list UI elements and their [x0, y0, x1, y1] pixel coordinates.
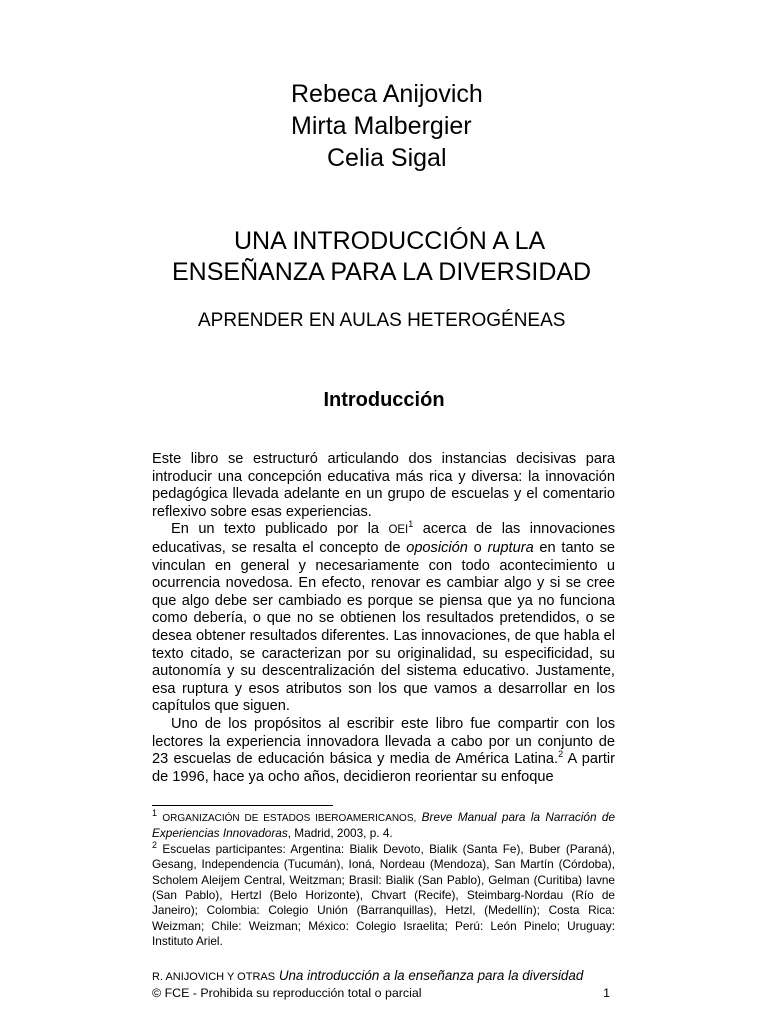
paragraph-text: o — [467, 539, 488, 556]
author-name: Celia Sigal — [327, 144, 447, 172]
footnote-ref[interactable]: 2 — [558, 749, 564, 760]
paragraph-text: A partir de 1996, hace ya ocho años, decidieron reorientar su enfoque — [152, 751, 615, 785]
book-title — [172, 226, 692, 288]
copyright-notice: © FCE - Prohibida su reproducción total o parcial — [152, 986, 422, 1000]
section-heading: Introducción — [323, 389, 445, 411]
paragraph-text: Uno de los propósitos al escribir este libro fue compartir con los lectores la experiencia innovadora llevada a cabo por un conjunto de 23 escuelas de educación básica y media de América Latina. — [152, 715, 615, 768]
paragraph-text: En un texto publicado por la — [171, 521, 389, 538]
footnotes — [152, 810, 615, 950]
footnote-ref[interactable]: 1 — [408, 519, 414, 530]
footnote-organization: ORGANIZACIÓN DE ESTADOS IBEROAMERICANOS, — [162, 813, 417, 824]
paragraph-text: acerca de las innovaciones educativas, se resalta el concepto de — [152, 521, 615, 556]
book-title-line-2: ENSEÑANZA PARA LA DIVERSIDAD — [172, 258, 592, 286]
footnote-number: 2 — [152, 839, 158, 850]
emphasis: oposición — [406, 539, 468, 556]
footnote-text: , Madrid, 2003, p. 4. — [287, 826, 393, 841]
author-name: Rebeca Anijovich — [291, 80, 483, 108]
paragraph — [152, 521, 615, 716]
page-number: 1 — [603, 986, 610, 1000]
emphasis: ruptura — [487, 539, 534, 556]
book-title-line-1: UNA INTRODUCCIÓN A LA — [234, 227, 546, 255]
running-footer — [152, 967, 583, 986]
copyright-footer — [152, 985, 615, 1002]
acronym: OEI — [388, 524, 409, 537]
footer-author: R. ANIJOVICH Y OTRAS — [152, 971, 276, 983]
footnote-work-title: Breve Manual para la Narración de Experiencias Innovadoras — [152, 810, 616, 841]
paragraph — [152, 716, 615, 786]
footnote-text: Escuelas participantes: Argentina: Bialik Devoto, Bialik (Santa Fe), Buber (Paraná), Gesang, Independencia (Tucumán), Ioná, Nordeau (Mendoza), San Martín (Córdoba), Scholem Aleijem Central, Weitzman; Brasil: Bialik (San Pablo), Gelman (Curitiba) Iavne (San Pablo), Hertzl (Belo Horizonte), Chvart (Recife), Steimbarg-Nordau (Río de Janeiro); Colombia: Colegio Unión (Barranquillas), Hetzl, (Medellín); Costa Rica: Weizman; Chile: Weizman; México: Colegio Israelita; Perú: León Pinelo; Uruguay: Instituto Ariel. — [152, 841, 615, 949]
footer-book-title: Una introducción a la enseñanza para la diversidad — [278, 968, 584, 983]
book-subtitle: APRENDER EN AULAS HETEROGÉNEAS — [198, 310, 566, 331]
paragraph-text: en tanto se vinculan en general y necesariamente con todo acontecimiento u ocurrencia novedosa. En efecto, renovar es cambiar algo y si se cree que algo debe ser cambiado es porque se piensa que ya no funciona como debería, o que no se obtienen los resultados pretendidos, o se desea obtener resultados diferentes. Las innovaciones, de que habla el texto citado, se caracterizan por su originalidad, su especificidad, su autonomía y su descentralización del sistema educativo. Justamente, esa ruptura y esos atributos son los que vamos a desarrollar en los capítulos que siguen. — [152, 539, 615, 715]
footnote-divider — [152, 805, 333, 806]
body-text — [152, 451, 615, 786]
footnote-number: 1 — [152, 808, 158, 819]
paragraph: Este libro se estructuró articulando dos instancias decisivas para introducir una concepción educativa más rica y diversa: la innovación pedagógica llevada adelante en un grupo de escuelas y el comentario reflexivo sobre esas experiencias. — [152, 451, 615, 520]
author-name: Mirta Malbergier — [291, 112, 472, 140]
footnote — [152, 839, 615, 950]
footnote — [152, 810, 615, 842]
